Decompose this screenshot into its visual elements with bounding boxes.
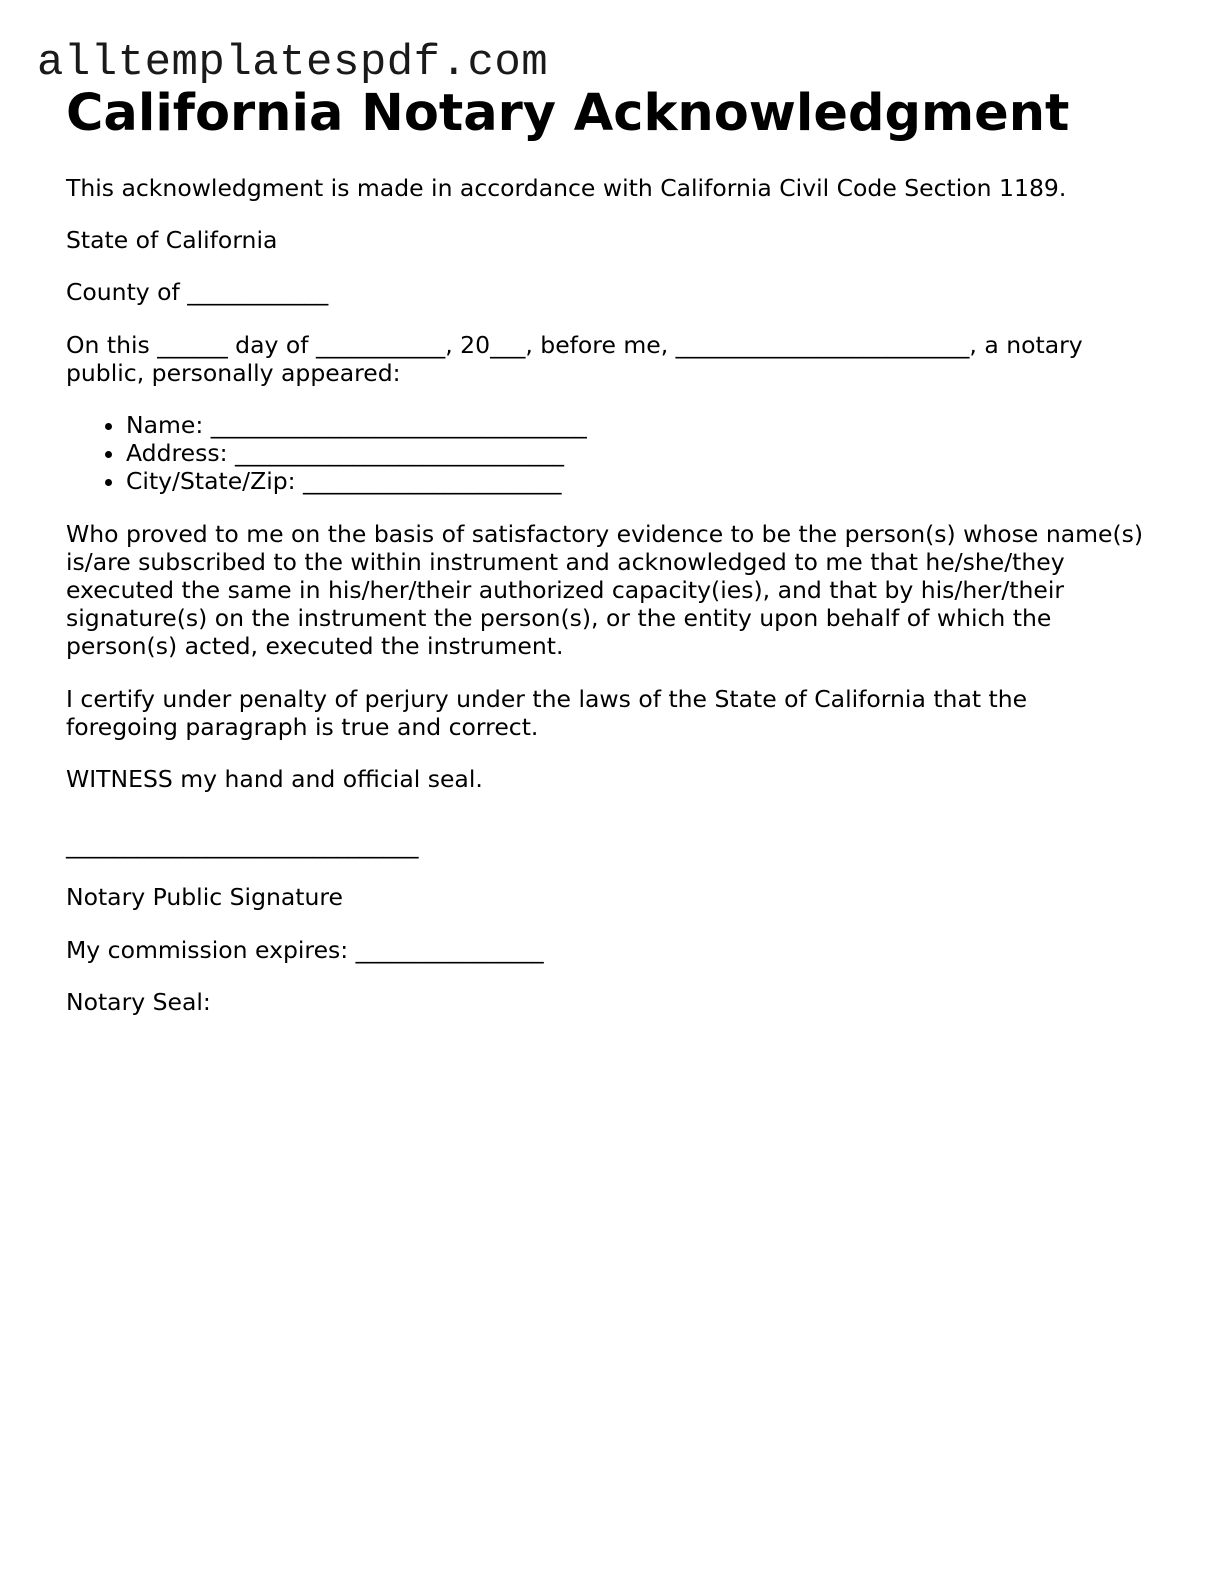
document-body — [66, 84, 1146, 1016]
appearance-line: On this ______ day of ___________, 20___, before me, _________________________, a notary public, personally appeared: — [66, 330, 1083, 387]
watermark-text: alltemplatespdf.com — [37, 38, 549, 88]
county-line: County of ____________ — [66, 278, 329, 307]
field-address: • Address: ____________________________ — [126, 439, 1146, 467]
witness-line: WITNESS my hand and official seal. — [66, 765, 483, 794]
field-city-state-zip: • City/State/Zip: ______________________ — [126, 467, 1146, 495]
intro-paragraph: This acknowledgment is made in accordance with California Civil Code Section 1189. — [66, 174, 1067, 202]
commission-expiry-line: My commission expires: ________________ — [66, 935, 544, 964]
certify-paragraph: I certify under penalty of perjury under the laws of the State of California that the foregoing paragraph is true and correct. — [66, 684, 1028, 741]
notary-seal-label: Notary Seal: — [66, 987, 211, 1016]
state-line: State of California — [66, 226, 278, 255]
signature-line: ______________________________ — [66, 831, 419, 860]
document-title: California Notary Acknowledgment — [66, 84, 1070, 143]
proof-paragraph: Who proved to me on the basis of satisfactory evidence to be the person(s) whose name(s) is/are subscribed to the within instrument and acknowledged to me that he/she/they executed the same in his/her/their authorized capacity(ies), and that by his/her/their signature(s) on the instrument the person(s), or the entity upon behalf of which the person(s) acted, executed the instrument. — [66, 519, 1144, 661]
signer-fields-list — [66, 411, 1146, 496]
signature-label: Notary Public Signature — [66, 883, 343, 912]
field-name: • Name: ________________________________ — [126, 411, 1146, 439]
